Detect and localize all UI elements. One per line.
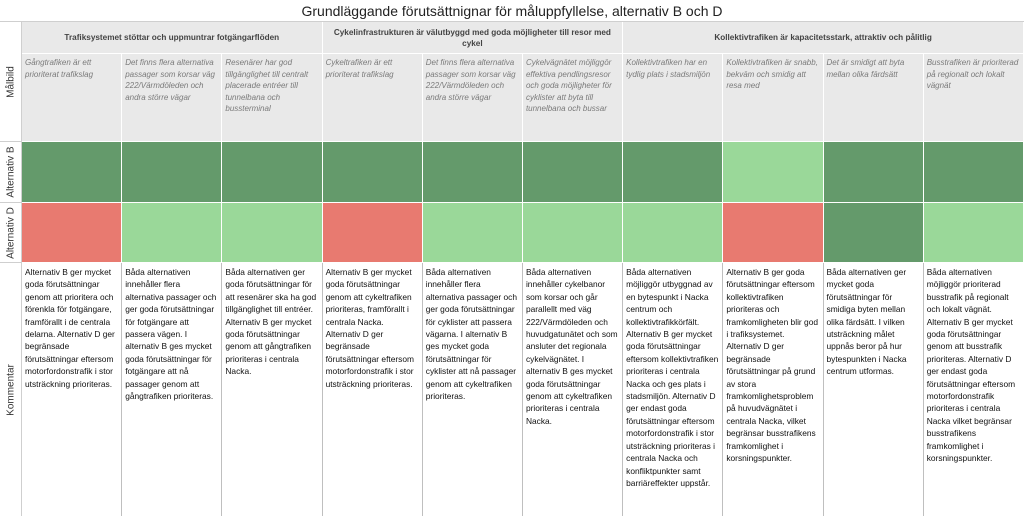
alt-b-rating-cell <box>523 142 623 203</box>
kommentar-cell: Alternativ B ger goda förutsättningar eftersom kollektivtrafiken prioriteras och framkomligheten blir god i trafiksystemet. Alternativ D ger begränsade förutsättningar på grund av stora framkomlighetsproblem på huvudvägnätet i centrala Nacka, vilket begränsar busstrafikens framkomlighet i korsningspunkter. <box>723 263 823 516</box>
alt-b-rating-cell <box>122 142 222 203</box>
malbild-cell: Cykeltrafiken är ett prioriterat trafikslag <box>323 54 423 142</box>
malbild-cell: Cykelvägnätet möjliggör effektiva pendlingsresor och goda möjligheter för cyklister att byta till tunnelbana och bussar <box>523 54 623 142</box>
malbild-row <box>22 54 1024 142</box>
row-label-malbild: Målbild <box>5 65 16 98</box>
alt-d-rating-cell <box>122 203 222 263</box>
malbild-cell: Kollektivtrafiken är snabb, bekväm och smidig att resa med <box>723 54 823 142</box>
alt-b-rating-cell <box>323 142 423 203</box>
kommentar-cell: Båda alternativen möjliggör utbyggnad av en bytespunkt i Nacka centrum och kollektivtrafikkörfält. Alternativ B ger mycket goda förutsättningar eftersom kollektivtrafiken prioriteras i centrala Nacka och ges plats i stadsmiljön. Alternativ D ger endast goda förutsättningar eftersom motorfordonstrafik i stor utsträckning prioriteras i centrala Nacka och konfliktpunkter samt barriäreffekter uppstår. <box>623 263 723 516</box>
row-label-alt-d-cell <box>0 203 22 263</box>
alt-d-rating-cell <box>423 203 523 263</box>
group-header-cykel: Cykelinfrastrukturen är välutbyggd med goda möjligheter till resor med cykel <box>323 22 624 54</box>
row-label-malbild-cell <box>0 22 22 142</box>
kommentar-cell: Båda alternativen innehåller flera alternativa passager och ger goda förutsättningar för fotgängare att passera vägen. I alternativ B ges mycket goda förutsättningar för fotgängare att nå passager genom att gångtrafiken prioriteras. <box>122 263 222 516</box>
row-label-kommentar: Kommentar <box>5 363 16 416</box>
alt-b-rating-cell <box>22 142 122 203</box>
alt-b-rating-cell <box>924 142 1024 203</box>
alt-d-rating-cell <box>22 203 122 263</box>
row-label-alt-d: Alternativ D <box>5 206 16 259</box>
row-label-alt-b-cell <box>0 142 22 203</box>
alt-d-rating-cell <box>222 203 322 263</box>
kommentar-cell: Båda alternativen ger goda förutsättningar för att resenärer ska ha god tillgänglighet till entréer. Alternativ B ger mycket goda förutsättningar genom att gångtrafiken prioriteras i centrala Nacka. <box>222 263 322 516</box>
kommentar-cell: Alternativ B ger mycket goda förutsättningar genom att cykeltrafiken prioriteras, framförallt i centrala Nacka. Alternativ D ger begränsade förutsättningar eftersom motorfordonstrafik i stor utsträckning prioriteras. <box>323 263 423 516</box>
alt-d-rating-cell <box>323 203 423 263</box>
malbild-cell: Gångtrafiken är ett prioriterat trafikslag <box>22 54 122 142</box>
malbild-cell: Resenärer har god tillgänglighet till centralt placerade entréer till tunnelbana och bussterminal <box>222 54 322 142</box>
alt-b-rating-cell <box>423 142 523 203</box>
kommentar-cell: Alternativ B ger mycket goda förutsättningar genom att prioritera och förenkla för fotgängare, framförallt i de centrala delarna. Alternativ D ger begränsade förutsättningar eftersom motorfordonstrafik i stor utsträckning prioriteras. <box>22 263 122 516</box>
malbild-cell: Det är smidigt att byta mellan olika färdsätt <box>824 54 924 142</box>
malbild-cell: Det finns flera alternativa passager som korsar väg 222/Värmdöleden och andra större vägar <box>423 54 523 142</box>
malbild-cell: Det finns flera alternativa passager som korsar väg 222/Värmdöleden och andra större vägar <box>122 54 222 142</box>
alt-d-rating-cell <box>523 203 623 263</box>
alt-d-rating-cell <box>924 203 1024 263</box>
malbild-cell: Kollektivtrafiken har en tydlig plats i stadsmiljön <box>623 54 723 142</box>
group-header-gang: Trafiksystemet stöttar och uppmuntrar fotgängarflöden <box>22 22 323 54</box>
group-header-kollektiv: Kollektivtrafiken är kapacitetsstark, attraktiv och pålitlig <box>623 22 1024 54</box>
row-label-alt-b: Alternativ B <box>5 146 16 198</box>
alt-d-rating-cell <box>723 203 823 263</box>
kommentar-cell: Båda alternativen innehåller flera alternativa passager och ger goda förutsättningar för cyklister att passera vägarna. I alternativ B ges mycket goda förutsättningar för cyklister att nå passager genom att cykeltrafiken prioriteras. <box>423 263 523 516</box>
alt-b-rating-cell <box>723 142 823 203</box>
kommentar-cell: Båda alternativen möjliggör prioriterad busstrafik på regionalt och lokalt vägnät. Alternativ B ger mycket goda förutsättningar genom att busstrafik prioriteras. Alternativ D ger endast goda förutsättningar eftersom motorfordonstrafik prioriteras i centrala Nacka vilket begränsar busstrafikens framkomlighet i korsningspunkter. <box>924 263 1024 516</box>
alt-b-rating-row <box>22 142 1024 203</box>
alt-d-rating-cell <box>824 203 924 263</box>
table-title: Grundläggande förutsättnignar för måluppfyllelse, alternativ B och D <box>0 0 1024 22</box>
row-label-kommentar-cell <box>0 263 22 516</box>
alt-d-rating-cell <box>623 203 723 263</box>
kommentar-cell: Båda alternativen ger mycket goda förutsättningar för smidiga byten mellan olika färdsätt. I vilken utsträckning målet uppnås beror på hur bytespunkten i Nacka centrum utformas. <box>824 263 924 516</box>
kommentar-row <box>22 263 1024 516</box>
alt-b-rating-cell <box>222 142 322 203</box>
group-header-row <box>22 22 1024 54</box>
kommentar-cell: Båda alternativen innehåller cykelbanor som korsar och går parallellt med väg 222/Värmdöleden och huvudgatunätet och som ansluter det regionala cykelvägnätet. I alternativ B ges mycket goda förutsättningar genom att cykeltrafiken prioriteras i centrala Nacka. <box>523 263 623 516</box>
alt-b-rating-cell <box>824 142 924 203</box>
alt-d-rating-row <box>22 203 1024 263</box>
malbild-cell: Busstrafiken är prioriterad på regionalt och lokalt vägnät <box>924 54 1024 142</box>
alt-b-rating-cell <box>623 142 723 203</box>
